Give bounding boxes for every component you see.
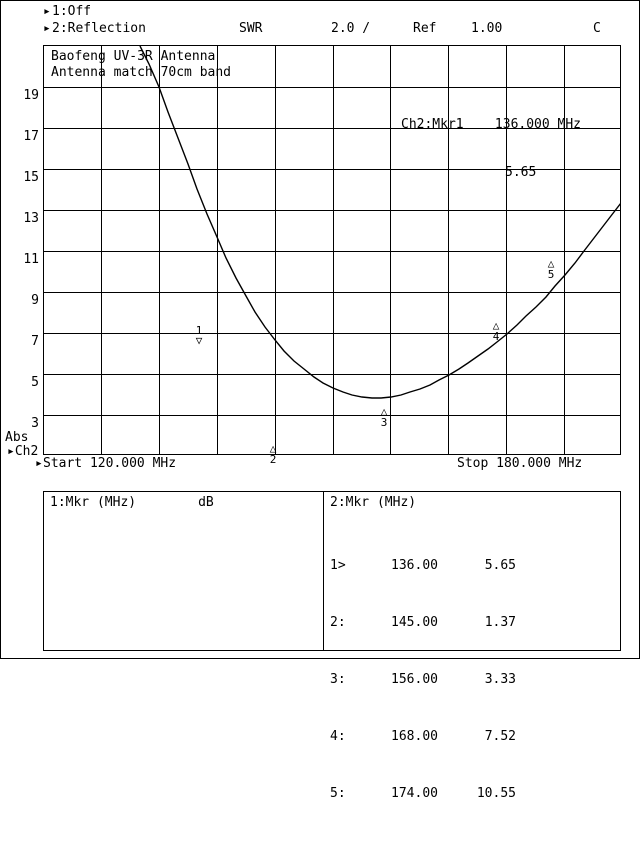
marker-row-3-index: 3: [330, 672, 346, 687]
trace2-label: 2:Reflection [52, 21, 146, 36]
marker-row-1-index: 1> [330, 558, 346, 573]
graph-marker-5[interactable] [543, 259, 559, 280]
marker-row-1[interactable] [330, 556, 516, 575]
trace2-ref-label: Ref [413, 21, 437, 36]
graph-marker-1[interactable] [191, 325, 207, 346]
trace2-format[interactable]: SWR [239, 21, 263, 36]
marker-row-5[interactable] [330, 784, 516, 803]
graph-marker-5-number: 5 [547, 268, 555, 281]
ytick-9: 9 [31, 293, 39, 308]
ytick-17: 17 [23, 129, 39, 144]
graph-marker-3-triangle-icon: △ [380, 405, 388, 418]
ytick-7: 7 [31, 334, 39, 349]
graph-marker-5-triangle-icon: △ [547, 257, 555, 270]
graph-marker-4[interactable] [488, 321, 504, 342]
marker-row-2-index: 2: [330, 615, 346, 630]
channel-label [7, 445, 38, 459]
marker-row-3-value: 3.33 [484, 672, 516, 687]
trace2-scale-per-div[interactable]: 2.0 / [331, 21, 371, 36]
start-frequency-label[interactable]: Start 120.000 MHz [43, 456, 177, 471]
marker-row-1-frequency: 136.00 [391, 558, 438, 573]
marker-table-2-header [330, 496, 416, 510]
marker-row-4-value: 7.52 [484, 729, 516, 744]
graph-marker-3[interactable] [376, 407, 392, 428]
graph-marker-3-number: 3 [380, 416, 388, 429]
trace2-channel: C [593, 21, 601, 36]
marker-table-1-title: 1:Mkr (MHz) [50, 495, 137, 510]
stop-frequency-label[interactable]: Stop 180.000 MHz [457, 456, 583, 471]
graph-marker-1-triangle-icon: ▽ [195, 334, 203, 347]
marker-row-2-frequency: 145.00 [391, 615, 438, 630]
trace1-label: 1:Off [52, 4, 92, 19]
marker-row-4-frequency: 168.00 [391, 729, 438, 744]
ch2-arrow-icon: ▸ [7, 444, 15, 459]
trace2-arrow-icon: ▸ [43, 21, 51, 36]
abs-label: Abs [5, 430, 29, 445]
marker-table-2-title: 2:Mkr (MHz) [330, 495, 417, 510]
ch2-text: Ch2 [14, 444, 39, 459]
start-arrow-icon: ▸ [35, 456, 43, 471]
ytick-15: 15 [23, 170, 39, 185]
marker-row-2-value: 1.37 [484, 615, 516, 630]
marker-row-4[interactable] [330, 727, 516, 746]
marker-table-1-header [50, 496, 214, 510]
ytick-11: 11 [23, 252, 39, 267]
ytick-13: 13 [23, 211, 39, 226]
marker-row-5-frequency: 174.00 [391, 786, 438, 801]
trace2-ref-value[interactable]: 1.00 [471, 21, 503, 36]
ytick-3: 3 [31, 416, 39, 431]
marker-row-1-value: 5.65 [484, 558, 516, 573]
graph-marker-1-number: 1 [195, 324, 203, 337]
trace1-status[interactable] [43, 5, 91, 19]
marker-row-5-index: 5: [330, 786, 346, 801]
marker-readout-line1: Ch2:Mkr1 136.000 MHz [401, 117, 582, 132]
marker-table-1[interactable] [44, 492, 324, 650]
marker-row-3[interactable] [330, 670, 516, 689]
graph-marker-2-number: 2 [269, 453, 277, 466]
ytick-19: 19 [23, 88, 39, 103]
marker-tables [43, 491, 621, 801]
graph-marker-2[interactable] [265, 444, 281, 465]
marker-readout-line2: 5.65 [505, 165, 537, 180]
marker-row-2[interactable] [330, 613, 516, 632]
marker-readout [401, 85, 581, 213]
ytick-5: 5 [31, 375, 39, 390]
marker-row-3-frequency: 156.00 [391, 672, 438, 687]
graph-marker-4-triangle-icon: △ [492, 319, 500, 332]
trace1-arrow-icon: ▸ [43, 4, 51, 19]
chart-title-line1: Baofeng UV-3R Antenna [51, 49, 216, 64]
marker-row-5-value: 10.55 [476, 786, 516, 801]
marker-row-4-index: 4: [330, 729, 346, 744]
marker-table-2-rows [330, 518, 516, 841]
marker-table-1-unit: dB [198, 495, 214, 510]
graph-marker-4-number: 4 [492, 330, 500, 343]
trace2-status[interactable] [43, 22, 146, 36]
marker-table-2[interactable] [324, 492, 620, 801]
chart-title-line2: Antenna match 70cm band [51, 65, 232, 80]
graph-marker-2-triangle-icon: △ [269, 442, 277, 455]
